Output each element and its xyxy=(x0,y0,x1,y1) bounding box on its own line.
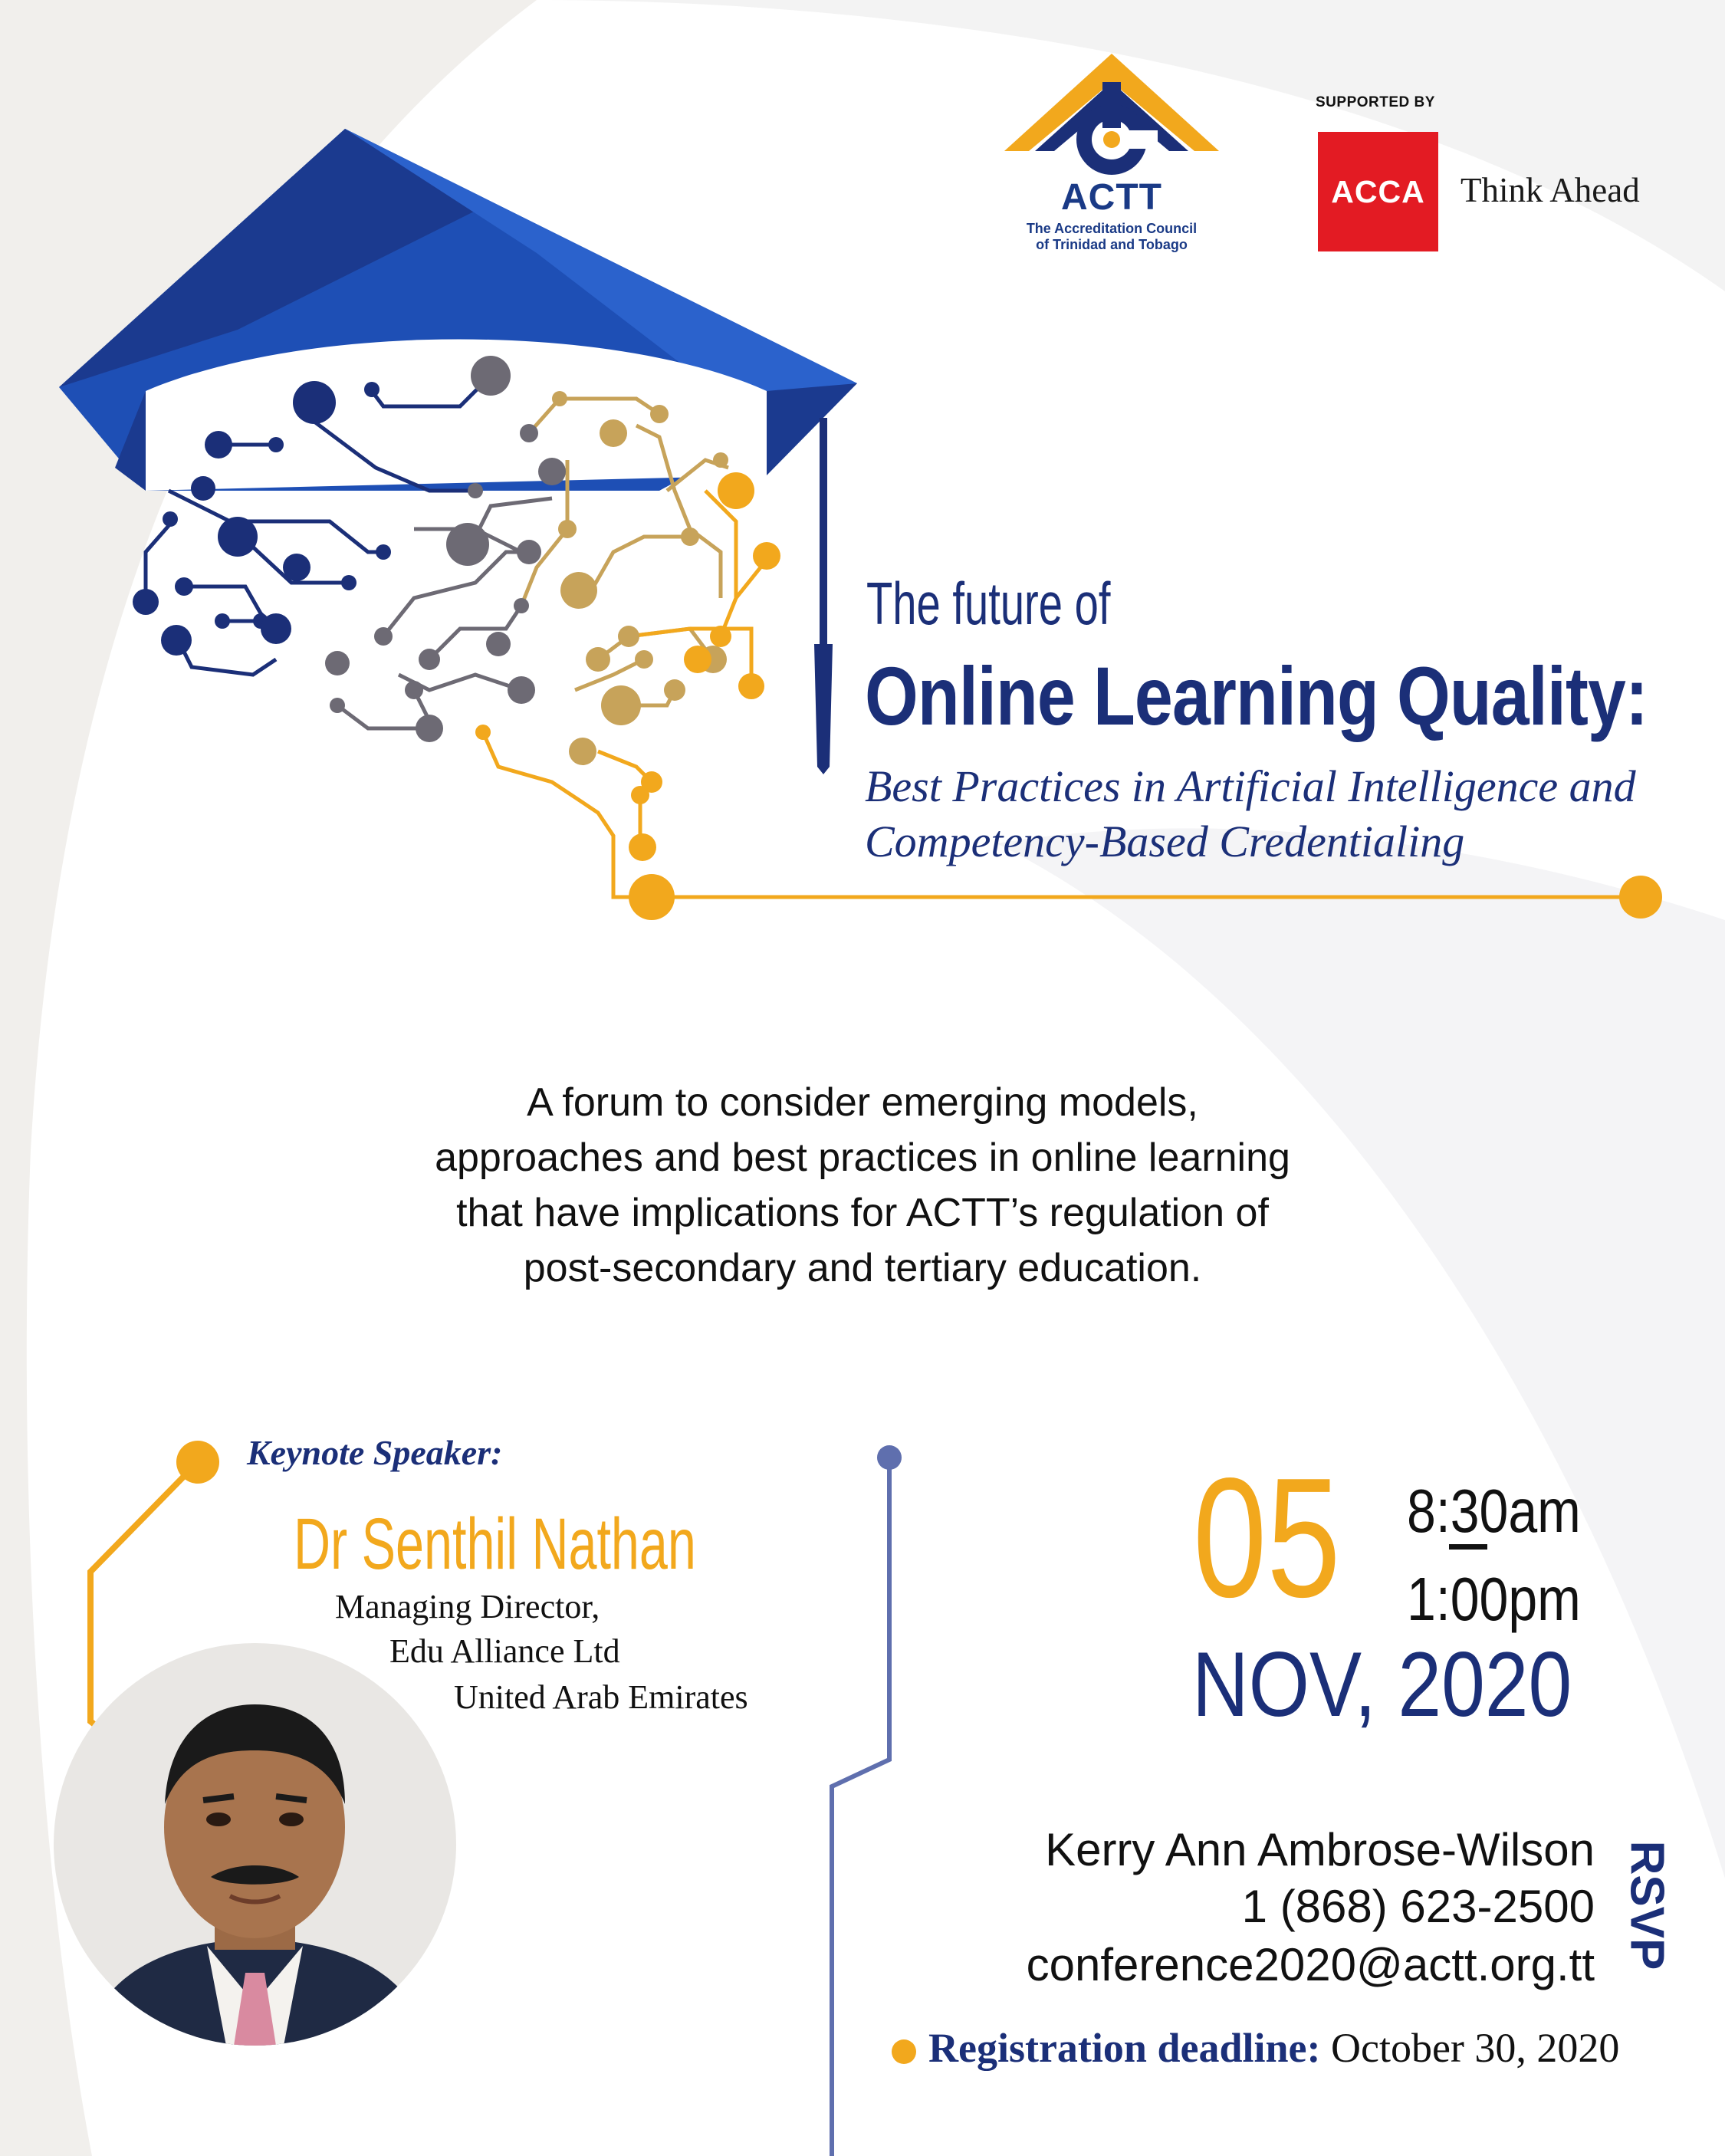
speaker-company: Edu Alliance Ltd xyxy=(389,1632,620,1670)
title-small: The future of xyxy=(866,570,1111,637)
speaker-photo xyxy=(54,1643,456,2046)
rsvp-label xyxy=(1620,1829,1674,1982)
speaker-country: United Arab Emirates xyxy=(454,1678,748,1716)
acca-name: ACCA xyxy=(1331,173,1425,209)
deadline-label: Registration deadline: xyxy=(928,2025,1321,2071)
event-month-year: NOV, 2020 xyxy=(1192,1633,1572,1736)
actt-subtitle-line2: of Trinidad and Tobago xyxy=(1036,237,1188,252)
event-start-time: 8:30am xyxy=(1407,1477,1581,1545)
forum-line2: approaches and best practices in online learning xyxy=(435,1136,1290,1180)
speaker-role: Managing Director, xyxy=(335,1588,600,1625)
page-title: Online Learning Quality: xyxy=(865,649,1648,742)
subtitle-line2: Competency-Based Credentialing xyxy=(865,817,1465,866)
actt-subtitle-line1: The Accreditation Council xyxy=(1026,221,1198,236)
deadline-date: October 30, 2020 xyxy=(1330,2025,1620,2071)
acca-logo xyxy=(1318,132,1438,251)
rsvp-phone[interactable]: 1 (868) 623-2500 xyxy=(1241,1881,1595,1932)
rsvp-email[interactable]: conference2020@actt.org.tt xyxy=(1026,1939,1595,1990)
forum-line1: A forum to consider emerging models, xyxy=(527,1080,1198,1125)
acca-tagline: Think Ahead xyxy=(1460,171,1640,209)
subtitle-line1: Best Practices in Artificial Intelligence and xyxy=(865,761,1636,811)
rsvp-contact-name: Kerry Ann Ambrose-Wilson xyxy=(1045,1824,1595,1875)
event-day: 05 xyxy=(1193,1443,1341,1633)
event-end-time: 1:00pm xyxy=(1407,1565,1581,1633)
keynote-label: Keynote Speaker: xyxy=(247,1433,503,1472)
registration-deadline xyxy=(892,2024,1619,2072)
forum-description xyxy=(307,1075,1418,1296)
actt-subtitle xyxy=(989,221,1234,253)
speaker-name: Dr Senthil Nathan xyxy=(294,1504,696,1585)
forum-line4: post-secondary and tertiary education. xyxy=(523,1246,1202,1290)
actt-name: ACTT xyxy=(1061,177,1162,218)
subtitle xyxy=(865,759,1636,869)
supported-by-label: SUPPORTED BY xyxy=(1316,94,1435,110)
rsvp-label-text: RSVP xyxy=(1620,1840,1674,1970)
forum-line3: that have implications for ACTT’s regulation of xyxy=(456,1191,1269,1235)
